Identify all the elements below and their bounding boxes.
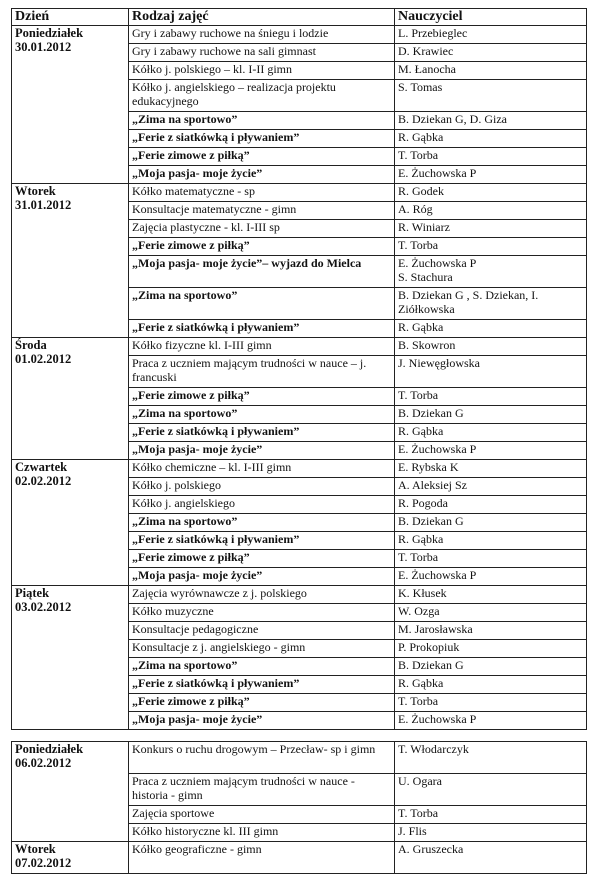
teacher-cell: E. Rybska K	[395, 460, 587, 478]
teacher-cell: R. Gąbka	[395, 320, 587, 338]
activity-cell: „Zima na sportowo”	[129, 514, 395, 532]
activity-cell: Kółko geograficzne - gimn	[129, 842, 395, 874]
teacher-cell: S. Tomas	[395, 80, 587, 112]
activity-cell: „Ferie zimowe z piłką”	[129, 694, 395, 712]
table-row	[12, 26, 587, 44]
table-row	[12, 460, 587, 478]
day-date: 07.02.2012	[15, 856, 72, 870]
teacher-cell: T. Torba	[395, 148, 587, 166]
day-date: 02.02.2012	[15, 474, 72, 488]
activity-cell: Kółko j. angielskiego – realizacja projektu edukacyjnego	[129, 80, 395, 112]
teacher-cell: B. Dziekan G, D. Giza	[395, 112, 587, 130]
teacher-cell: R. Pogoda	[395, 496, 587, 514]
activity-cell: Kółko matematyczne - sp	[129, 184, 395, 202]
teacher-cell: R. Winiarz	[395, 220, 587, 238]
day-cell	[12, 184, 129, 338]
activity-cell: Kółko fizyczne kl. I-III gimn	[129, 338, 395, 356]
day-date: 03.02.2012	[15, 600, 72, 614]
teacher-cell: T. Torba	[395, 806, 587, 824]
teacher-cell: R. Godek	[395, 184, 587, 202]
teacher-cell: T. Włodarczyk	[395, 742, 587, 774]
teacher-cell: U. Ogara	[395, 774, 587, 806]
day-cell	[12, 26, 129, 184]
teacher-cell: J. Niewęgłowska	[395, 356, 587, 388]
activity-cell: „Zima na sportowo”	[129, 406, 395, 424]
activity-cell: „Moja pasja- moje życie”– wyjazd do Mielca	[129, 256, 395, 288]
teacher-cell: T. Torba	[395, 694, 587, 712]
teacher-cell: D. Krawiec	[395, 44, 587, 62]
activity-cell: Zajęcia plastyczne - kl. I-III sp	[129, 220, 395, 238]
teacher-cell: T. Torba	[395, 388, 587, 406]
table-row	[12, 586, 587, 604]
day-cell	[12, 742, 129, 842]
teacher-cell: E. Żuchowska P	[395, 568, 587, 586]
teacher-cell: E. Żuchowska P S. Stachura	[395, 256, 587, 288]
day-cell	[12, 842, 129, 874]
teacher-cell: B. Dziekan G , S. Dziekan, I. Ziółkowska	[395, 288, 587, 320]
schedule-table	[11, 8, 587, 730]
teacher-cell: E. Żuchowska P	[395, 442, 587, 460]
day-date: 06.02.2012	[15, 756, 72, 770]
activity-cell: Praca z uczniem mającym trudności w nauce - historia - gimn	[129, 774, 395, 806]
activity-cell: „Ferie z siatkówką i pływaniem”	[129, 676, 395, 694]
activity-cell: Gry i zabawy ruchowe na sali gimnast	[129, 44, 395, 62]
day-cell	[12, 338, 129, 460]
activity-cell: Zajęcia wyrównawcze z j. polskiego	[129, 586, 395, 604]
teacher-cell: R. Gąbka	[395, 130, 587, 148]
teacher-cell: M. Jarosławska	[395, 622, 587, 640]
table-row	[12, 338, 587, 356]
day-name: Piątek	[15, 586, 50, 600]
teacher-cell: E. Żuchowska P	[395, 166, 587, 184]
day-name: Wtorek	[15, 842, 56, 856]
activity-cell: Konkurs o ruchu drogowym – Przecław- sp i gimn	[129, 742, 395, 774]
teacher-cell: A. Aleksiej Sz	[395, 478, 587, 496]
teacher-cell: B. Skowron	[395, 338, 587, 356]
teacher-cell: R. Gąbka	[395, 424, 587, 442]
activity-cell: Konsultacje pedagogiczne	[129, 622, 395, 640]
day-cell	[12, 586, 129, 730]
schedule-table-continued	[11, 741, 587, 874]
activity-cell: Gry i zabawy ruchowe na śniegu i lodzie	[129, 26, 395, 44]
teacher-cell: K. Kłusek	[395, 586, 587, 604]
activity-cell: Kółko chemiczne – kl. I-III gimn	[129, 460, 395, 478]
day-date: 30.01.2012	[15, 40, 72, 54]
day-name: Poniedziałek	[15, 742, 84, 756]
activity-cell: Konsultacje matematyczne - gimn	[129, 202, 395, 220]
teacher-cell: A. Róg	[395, 202, 587, 220]
activity-cell: „Zima na sportowo”	[129, 288, 395, 320]
day-name: Poniedziałek	[15, 26, 84, 40]
activity-cell: Kółko j. polskiego	[129, 478, 395, 496]
activity-cell: „Ferie z siatkówką i pływaniem”	[129, 320, 395, 338]
teacher-cell: W. Ozga	[395, 604, 587, 622]
day-cell	[12, 460, 129, 586]
header-day: Dzień	[12, 9, 129, 26]
activity-cell: „Ferie zimowe z piłką”	[129, 388, 395, 406]
teacher-cell: T. Torba	[395, 238, 587, 256]
activity-cell: Zajęcia sportowe	[129, 806, 395, 824]
day-date: 31.01.2012	[15, 198, 72, 212]
table-row	[12, 184, 587, 202]
teacher-cell: A. Gruszecka	[395, 842, 587, 874]
activity-cell: Kółko muzyczne	[129, 604, 395, 622]
teacher-cell: B. Dziekan G	[395, 406, 587, 424]
teacher-cell: L. Przebieglec	[395, 26, 587, 44]
activity-cell: „Zima na sportowo”	[129, 112, 395, 130]
teacher-cell: B. Dziekan G	[395, 658, 587, 676]
activity-cell: „Moja pasja- moje życie”	[129, 166, 395, 184]
teacher-cell: R. Gąbka	[395, 676, 587, 694]
teacher-cell: T. Torba	[395, 550, 587, 568]
teacher-cell: R. Gąbka	[395, 532, 587, 550]
activity-cell: Praca z uczniem mającym trudności w nauce – j. francuski	[129, 356, 395, 388]
activity-cell: „Zima na sportowo”	[129, 658, 395, 676]
activity-cell: „Ferie z siatkówką i pływaniem”	[129, 424, 395, 442]
header-row	[12, 9, 587, 26]
activity-cell: Kółko j. angielskiego	[129, 496, 395, 514]
teacher-cell: M. Łanocha	[395, 62, 587, 80]
table-row	[12, 842, 587, 874]
day-name: Środa	[15, 338, 47, 352]
teacher-cell: B. Dziekan G	[395, 514, 587, 532]
activity-cell: „Moja pasja- moje życie”	[129, 442, 395, 460]
activity-cell: Kółko j. polskiego – kl. I-II gimn	[129, 62, 395, 80]
activity-cell: „Ferie zimowe z piłką”	[129, 238, 395, 256]
teacher-cell: J. Flis	[395, 824, 587, 842]
teacher-cell: E. Żuchowska P	[395, 712, 587, 730]
activity-cell: „Ferie zimowe z piłką”	[129, 550, 395, 568]
day-date: 01.02.2012	[15, 352, 72, 366]
activity-cell: Konsultacje z j. angielskiego - gimn	[129, 640, 395, 658]
day-name: Wtorek	[15, 184, 56, 198]
activity-cell: „Moja pasja- moje życie”	[129, 712, 395, 730]
day-name: Czwartek	[15, 460, 68, 474]
activity-cell: Kółko historyczne kl. III gimn	[129, 824, 395, 842]
teacher-cell: P. Prokopiuk	[395, 640, 587, 658]
header-activity: Rodzaj zajęć	[129, 9, 395, 26]
table-row	[12, 742, 587, 774]
activity-cell: „Ferie z siatkówką i pływaniem”	[129, 130, 395, 148]
activity-cell: „Moja pasja- moje życie”	[129, 568, 395, 586]
activity-cell: „Ferie zimowe z piłką”	[129, 148, 395, 166]
activity-cell: „Ferie z siatkówką i pływaniem”	[129, 532, 395, 550]
header-teacher: Nauczyciel	[395, 9, 587, 26]
